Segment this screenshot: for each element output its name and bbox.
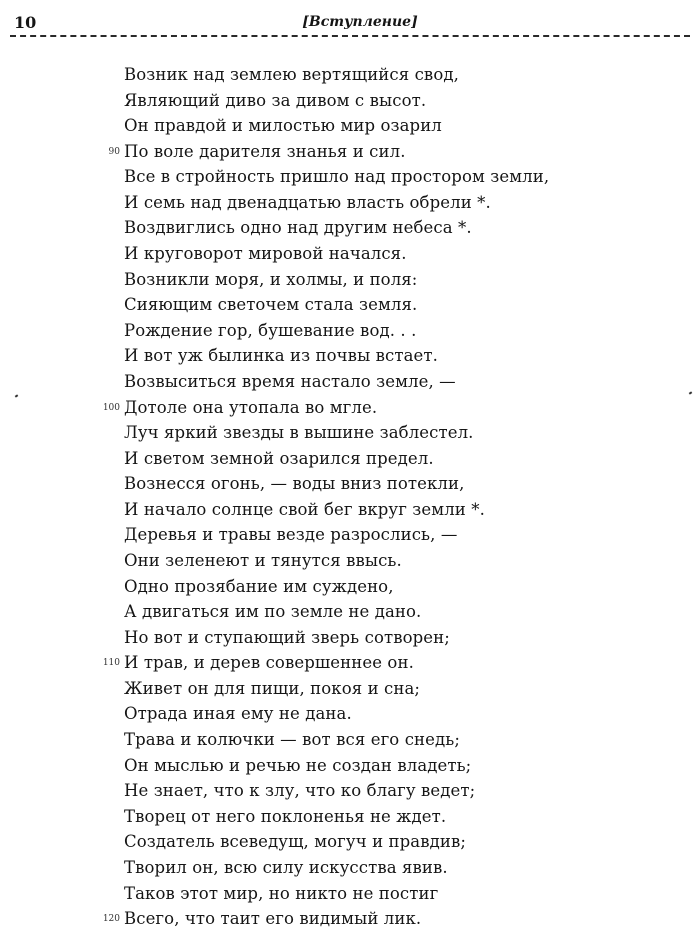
verse-line bbox=[0, 701, 700, 727]
running-title: [Вступление] bbox=[302, 14, 418, 30]
verse-line bbox=[0, 420, 700, 446]
verse-line bbox=[0, 164, 700, 190]
header-rule bbox=[10, 35, 690, 37]
verse-text: Они зеленеют и тянутся ввысь. bbox=[124, 550, 402, 570]
verse-line bbox=[0, 446, 700, 472]
verse-text: Творец от него поклоненья не ждет. bbox=[124, 806, 447, 826]
verse-line bbox=[0, 676, 700, 702]
verse-text: Не знает, что к злу, что ко благу ведет; bbox=[124, 781, 476, 801]
verse-text: Возник над землею вертящийся свод, bbox=[124, 65, 459, 84]
verse-text: Одно прозябание им суждено, bbox=[124, 576, 394, 596]
verse-line bbox=[0, 650, 700, 676]
verse-text: Рождение гор, бушевание вод. . . bbox=[124, 320, 417, 340]
verse-line bbox=[0, 215, 700, 241]
verse-text: И начало солнце свой бег вкруг земли *. bbox=[124, 499, 485, 519]
verse-text: Являющий диво за дивом с высот. bbox=[124, 90, 427, 110]
verse-text: Возникли моря, и холмы, и поля: bbox=[124, 269, 418, 289]
verse-text: Деревья и травы везде разрослись, — bbox=[124, 525, 458, 545]
verse-line bbox=[0, 497, 700, 523]
verse-line bbox=[0, 62, 700, 88]
line-number: 120 bbox=[102, 914, 120, 925]
verse-text: Сияющим светочем стала земля. bbox=[124, 295, 418, 315]
verse-text: А двигаться им по земле не дано. bbox=[124, 602, 422, 622]
verse-line bbox=[0, 113, 700, 139]
verse-text: Он правдой и милостью мир озарил bbox=[124, 116, 442, 136]
page-number: 10 bbox=[14, 13, 37, 32]
verse-line bbox=[0, 292, 700, 318]
verse-line bbox=[0, 241, 700, 267]
verse-text: Но вот и ступающий зверь сотворен; bbox=[124, 627, 450, 647]
verse-line bbox=[0, 778, 700, 804]
verse-line bbox=[0, 829, 700, 855]
verse-text: Всего, что таит его видимый лик. bbox=[124, 909, 422, 929]
verse-line bbox=[0, 599, 700, 625]
verse-text: Воздвиглись одно над другим небеса *. bbox=[124, 218, 472, 238]
line-number: 100 bbox=[102, 402, 120, 413]
verse-text: Дотоле она утопала во мгле. bbox=[124, 397, 378, 417]
verse-line bbox=[0, 855, 700, 881]
verse-line bbox=[0, 522, 700, 548]
verse-text: Все в стройность пришло над простором земли, bbox=[124, 167, 550, 187]
verse-text: И вот уж былинка из почвы встает. bbox=[124, 346, 438, 366]
verse-text: Отрада иная ему не дана. bbox=[124, 704, 352, 724]
verse-line bbox=[0, 88, 700, 114]
verse-line bbox=[0, 267, 700, 293]
verse-text: И трав, и дерев совершеннее он. bbox=[124, 653, 414, 673]
verse-text: Живет он для пищи, покоя и сна; bbox=[124, 678, 421, 698]
verse-text: Творил он, всю силу искусства явив. bbox=[124, 857, 448, 877]
running-head bbox=[0, 0, 700, 40]
verse-line bbox=[0, 190, 700, 216]
verse-text: Трава и колючки — вот вся его снедь; bbox=[124, 730, 460, 750]
verse-text: Луч яркий звезды в вышине заблестел. bbox=[124, 423, 474, 443]
verse-text: Вознесся огонь, — воды вниз потекли, bbox=[124, 474, 465, 494]
verse-text: Возвыситься время настало земле, — bbox=[124, 371, 456, 391]
verse-text: Таков этот мир, но никто не постиг bbox=[124, 883, 439, 903]
verse-line bbox=[0, 318, 700, 344]
verse-text: Он мыслью и речью не создан владеть; bbox=[124, 755, 472, 775]
verse-text: По воле дарителя знанья и сил. bbox=[124, 141, 406, 161]
verse-text: И круговорот мировой начался. bbox=[124, 244, 407, 264]
verse-line bbox=[0, 574, 700, 600]
verse-line bbox=[0, 343, 700, 369]
verse-line bbox=[0, 906, 700, 932]
poem bbox=[0, 62, 700, 932]
verse-line bbox=[0, 548, 700, 574]
verse-text: Создатель всеведущ, могуч и правдив; bbox=[124, 832, 467, 852]
verse-text: И семь над двенадцатью власть обрели *. bbox=[124, 192, 491, 212]
verse-line bbox=[0, 625, 700, 651]
verse-line bbox=[0, 471, 700, 497]
verse-text: И светом земной озарился предел. bbox=[124, 448, 434, 468]
line-number: 90 bbox=[108, 146, 120, 157]
verse-line bbox=[0, 369, 700, 395]
verse-line bbox=[0, 139, 700, 165]
verse-line bbox=[0, 804, 700, 830]
verse-line bbox=[0, 395, 700, 421]
line-number: 110 bbox=[102, 658, 120, 669]
verse-line bbox=[0, 753, 700, 779]
verse-line bbox=[0, 881, 700, 907]
verse-line bbox=[0, 727, 700, 753]
